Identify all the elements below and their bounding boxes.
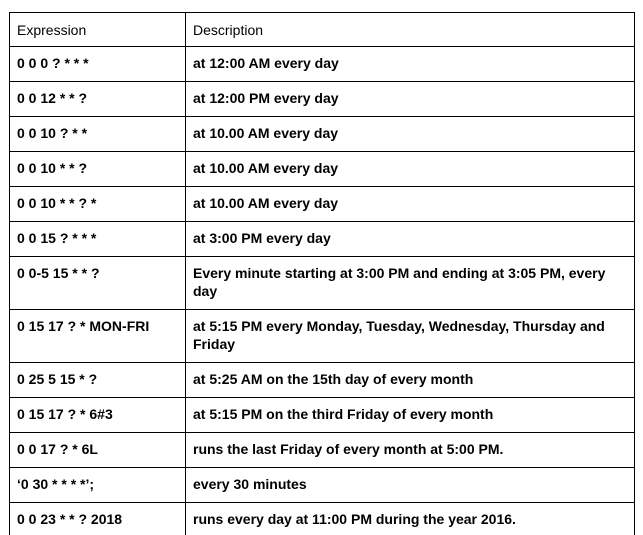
header-expression: Expression <box>10 13 186 47</box>
table-row <box>10 310 635 363</box>
cell-expression: 0 15 17 ? * MON-FRI <box>10 310 186 363</box>
cell-description: at 5:15 PM on the third Friday of every month <box>186 398 635 433</box>
table-header-row <box>10 13 635 47</box>
cell-description: at 10.00 AM every day <box>186 187 635 222</box>
cell-expression: 0 15 17 ? * 6#3 <box>10 398 186 433</box>
cell-expression: ‘0 30 * * * *’; <box>10 468 186 503</box>
table-row <box>10 363 635 398</box>
cell-expression: 0 0 10 ? * * <box>10 117 186 152</box>
table-row <box>10 257 635 310</box>
cell-description: at 10.00 AM every day <box>186 152 635 187</box>
cell-description: at 10.00 AM every day <box>186 117 635 152</box>
cell-description: at 5:25 AM on the 15th day of every month <box>186 363 635 398</box>
cell-description: at 3:00 PM every day <box>186 222 635 257</box>
cell-description: at 12:00 AM every day <box>186 47 635 82</box>
table-row <box>10 187 635 222</box>
table-row <box>10 503 635 535</box>
table-row <box>10 152 635 187</box>
cell-expression: 0 0 17 ? * 6L <box>10 433 186 468</box>
cell-expression: 0 0-5 15 * * ? <box>10 257 186 310</box>
cell-expression: 0 25 5 15 * ? <box>10 363 186 398</box>
table-row <box>10 47 635 82</box>
cell-description: runs the last Friday of every month at 5:00 PM. <box>186 433 635 468</box>
cron-expression-table <box>9 12 635 535</box>
table-row <box>10 468 635 503</box>
cell-description: at 5:15 PM every Monday, Tuesday, Wednesday, Thursday and Friday <box>186 310 635 363</box>
table-row <box>10 222 635 257</box>
cell-description: every 30 minutes <box>186 468 635 503</box>
table-row <box>10 398 635 433</box>
header-description: Description <box>186 13 635 47</box>
table-row <box>10 117 635 152</box>
cell-description: runs every day at 11:00 PM during the year 2016. <box>186 503 635 535</box>
cell-expression: 0 0 15 ? * * * <box>10 222 186 257</box>
cell-expression: 0 0 10 * * ? <box>10 152 186 187</box>
cell-expression: 0 0 12 * * ? <box>10 82 186 117</box>
cell-description: Every minute starting at 3:00 PM and ending at 3:05 PM, every day <box>186 257 635 310</box>
table-row <box>10 433 635 468</box>
table-row <box>10 82 635 117</box>
cell-expression: 0 0 23 * * ? 2018 <box>10 503 186 535</box>
cell-expression: 0 0 0 ? * * * <box>10 47 186 82</box>
cell-description: at 12:00 PM every day <box>186 82 635 117</box>
cell-expression: 0 0 10 * * ? * <box>10 187 186 222</box>
